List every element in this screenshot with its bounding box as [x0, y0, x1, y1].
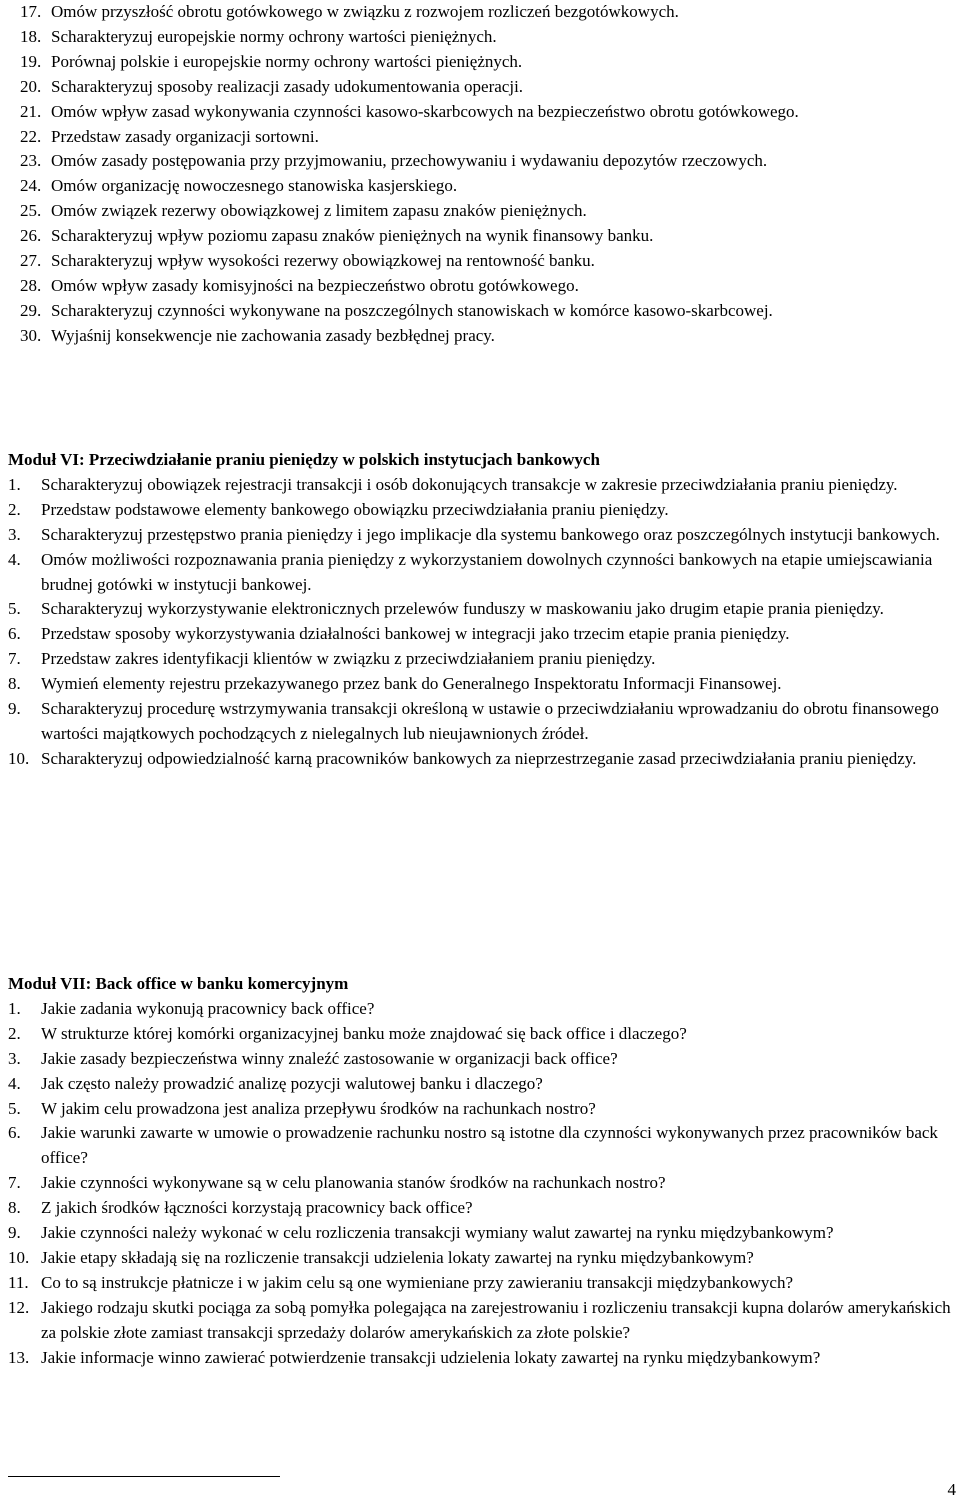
item-number: 9.: [8, 699, 21, 719]
question-list: [8, 997, 958, 1371]
item-number: 25.: [20, 201, 42, 221]
list-item: [8, 1271, 958, 1296]
list-item: [8, 1022, 958, 1047]
item-text: Scharakteryzuj przestępstwo prania pieniędzy i jego implikacje dla systemu bankowego oraz poszczególnych instytucji bankowych.: [41, 524, 940, 544]
item-text: Z jakich środków łączności korzystają pracownicy back office?: [41, 1198, 473, 1218]
section-questions-17-30: [8, 0, 958, 349]
item-number: 12.: [8, 1297, 30, 1317]
item-number: 27.: [20, 251, 42, 271]
item-number: 8.: [8, 674, 21, 694]
item-number: 3.: [8, 524, 21, 544]
list-item: [8, 622, 958, 647]
list-item: [8, 274, 958, 299]
list-item: [8, 0, 958, 25]
item-number: 10.: [8, 748, 30, 768]
item-text: Przedstaw zakres identyfikacji klientów w związku z przeciwdziałaniem praniu pieniędzy.: [41, 649, 656, 669]
item-text: Przedstaw zasady organizacji sortowni.: [51, 126, 319, 146]
list-item: [8, 249, 958, 274]
item-number: 18.: [20, 26, 42, 46]
item-number: 5.: [8, 599, 21, 619]
item-number: 26.: [20, 226, 42, 246]
item-text: Wyjaśnij konsekwencje nie zachowania zasady bezbłędnej pracy.: [51, 325, 495, 345]
item-number: 1.: [8, 474, 21, 494]
question-list: [8, 473, 958, 772]
list-item: [8, 498, 958, 523]
item-text: Scharakteryzuj procedurę wstrzymywania transakcji określoną w ustawie o przeciwdziałaniu wprowadzaniu do obrotu finansowego wartości majątkowych pochodzących z nielegalnych lub nieujawnionych źródeł.: [41, 699, 939, 743]
list-item: [8, 1171, 958, 1196]
list-item: [8, 1346, 958, 1371]
item-number: 6.: [8, 624, 21, 644]
item-text: Scharakteryzuj wpływ wysokości rezerwy obowiązkowej na rentowność banku.: [51, 251, 595, 271]
item-text: Jakie warunki zawarte w umowie o prowadzenie rachunku nostro są istotne dla czynności wykonywanych przez pracowników back office?: [41, 1123, 938, 1168]
item-number: 9.: [8, 1223, 21, 1243]
item-text: W jakim celu prowadzona jest analiza przepływu środków na rachunkach nostro?: [41, 1098, 596, 1118]
module-vii-heading: Moduł VII: Back office w banku komercyjnym: [8, 974, 349, 993]
list-item: [8, 672, 958, 697]
item-text: Jakie etapy składają się na rozliczenie transakcji udzielenia lokaty zawartej na rynku międzybankowym?: [41, 1247, 754, 1267]
item-text: Scharakteryzuj wpływ poziomu zapasu znaków pieniężnych na wynik finansowy banku.: [51, 226, 654, 246]
list-item: [8, 75, 958, 100]
list-item: [8, 224, 958, 249]
list-item: [8, 997, 958, 1022]
list-item: [8, 174, 958, 199]
list-item: [8, 299, 958, 324]
item-text: Scharakteryzuj wykorzystywanie elektronicznych przelewów funduszy w maskowaniu jako drugim etapie prania pieniędzy.: [41, 599, 884, 619]
list-item: [8, 1072, 958, 1097]
module-vi-heading: Moduł VI: Przeciwdziałanie praniu pieniędzy w polskich instytucjach bankowych: [8, 450, 600, 469]
item-number: 21.: [20, 101, 42, 121]
item-text: Jakie czynności należy wykonać w celu rozliczenia transakcji wymiany walut zawartej na rynku międzybankowym?: [41, 1223, 834, 1243]
item-text: Scharakteryzuj odpowiedzialność karną pracowników bankowych za nieprzestrzeganie zasad przeciwdziałania praniu pieniędzy.: [41, 748, 917, 768]
item-number: 30.: [20, 325, 42, 345]
list-item: [8, 149, 958, 174]
list-item: [8, 1246, 958, 1271]
item-text: Wymień elementy rejestru przekazywanego przez bank do Generalnego Inspektoratu Informacji Finansowej.: [41, 674, 782, 694]
item-text: Scharakteryzuj sposoby realizacji zasady udokumentowania operacji.: [51, 76, 524, 96]
item-text: Scharakteryzuj obowiązek rejestracji transakcji i osób dokonujących transakcje w zakresie przeciwdziałania praniu pieniędzy.: [41, 474, 898, 494]
item-number: 3.: [8, 1048, 21, 1068]
item-number: 2.: [8, 1023, 21, 1043]
item-number: 4.: [8, 549, 21, 569]
item-text: Omów wpływ zasad wykonywania czynności kasowo-skarbcowych na bezpieczeństwo obrotu gotówkowego.: [51, 101, 799, 121]
item-number: 1.: [8, 998, 21, 1018]
item-text: Scharakteryzuj europejskie normy ochrony wartości pieniężnych.: [51, 26, 497, 46]
item-text: Omów przyszłość obrotu gotówkowego w związku z rozwojem rozliczeń bezgotówkowych.: [51, 2, 679, 21]
item-number: 20.: [20, 76, 42, 96]
list-item: [8, 1196, 958, 1221]
item-number: 7.: [8, 649, 21, 669]
item-number: 4.: [8, 1073, 21, 1093]
item-number: 28.: [20, 275, 42, 295]
item-number: 10.: [8, 1247, 30, 1267]
item-number: 7.: [8, 1173, 21, 1193]
item-text: Jakiego rodzaju skutki pociąga za sobą pomyłka polegająca na zarejestrowaniu i rozliczeniu transakcji kupna dolarów amerykańskich za polskie złote zamiast transakcji sprzedaży dolarów amerykańskich za złote polskie?: [41, 1297, 951, 1342]
item-number: 24.: [20, 176, 42, 196]
item-number: 13.: [8, 1347, 30, 1367]
list-item: [8, 1097, 958, 1122]
item-text: Omów związek rezerwy obowiązkowej z limitem zapasu znaków pieniężnych.: [51, 201, 587, 221]
list-item: [8, 125, 958, 150]
item-number: 23.: [20, 151, 42, 171]
list-item: [8, 1121, 958, 1171]
item-number: 2.: [8, 499, 21, 519]
section-module-vi: [8, 448, 958, 772]
list-item: [8, 747, 958, 772]
item-text: Przedstaw sposoby wykorzystywania działalności bankowej w integracji jako trzecim etapie prania pieniędzy.: [41, 624, 790, 644]
item-text: W strukturze której komórki organizacyjnej banku może znajdować się back office i dlaczego?: [41, 1023, 687, 1043]
list-item: [8, 697, 958, 747]
item-text: Scharakteryzuj czynności wykonywane na poszczególnych stanowiskach w komórce kasowo-skarbcowej.: [51, 300, 773, 320]
page-number: 4: [947, 1480, 956, 1499]
list-item: [8, 473, 958, 498]
item-number: 11.: [8, 1272, 29, 1292]
list-item: [8, 25, 958, 50]
item-number: 19.: [20, 51, 42, 71]
item-text: Jakie zadania wykonują pracownicy back office?: [41, 998, 375, 1018]
item-text: Porównaj polskie i europejskie normy ochrony wartości pieniężnych.: [51, 51, 523, 71]
item-text: Omów możliwości rozpoznawania prania pieniędzy z wykorzystaniem dowolnych czynności bankowych na etapie umiejscawiania brudnej gotówki w instytucji bankowej.: [41, 549, 933, 594]
item-text: Jakie czynności wykonywane są w celu planowania stanów środków na rachunkach nostro?: [41, 1173, 666, 1193]
item-text: Jak często należy prowadzić analizę pozycji walutowej banku i dlaczego?: [41, 1073, 543, 1093]
item-text: Jakie zasady bezpieczeństwa winny znaleźć zastosowanie w organizacji back office?: [41, 1048, 618, 1068]
list-item: [8, 523, 958, 548]
question-list: [8, 0, 958, 349]
list-item: [8, 597, 958, 622]
list-item: [8, 199, 958, 224]
list-item: [8, 1047, 958, 1072]
footer-rule: [8, 1476, 280, 1477]
list-item: [8, 1221, 958, 1246]
list-item: [8, 1296, 958, 1346]
item-text: Przedstaw podstawowe elementy bankowego obowiązku przeciwdziałania praniu pieniędzy.: [41, 499, 669, 519]
list-item: [8, 100, 958, 125]
section-module-vii: [8, 972, 958, 1371]
item-text: Jakie informacje winno zawierać potwierdzenie transakcji udzielenia lokaty zawartej na rynku międzybankowym?: [41, 1347, 821, 1367]
item-text: Omów wpływ zasady komisyjności na bezpieczeństwo obrotu gotówkowego.: [51, 275, 579, 295]
list-item: [8, 50, 958, 75]
list-item: [8, 548, 958, 598]
item-number: 8.: [8, 1198, 21, 1218]
item-text: Omów zasady postępowania przy przyjmowaniu, przechowywaniu i wydawaniu depozytów rzeczowych.: [51, 151, 768, 171]
item-text: Omów organizację nowoczesnego stanowiska kasjerskiego.: [51, 176, 458, 196]
item-text: Co to są instrukcje płatnicze i w jakim celu są one wymieniane przy zawieraniu transakcji międzybankowych?: [41, 1272, 793, 1292]
item-number: 29.: [20, 300, 42, 320]
list-item: [8, 647, 958, 672]
item-number: 6.: [8, 1123, 21, 1143]
item-number: 5.: [8, 1098, 21, 1118]
item-number: 17.: [20, 2, 42, 21]
item-number: 22.: [20, 126, 42, 146]
list-item: [8, 324, 958, 349]
